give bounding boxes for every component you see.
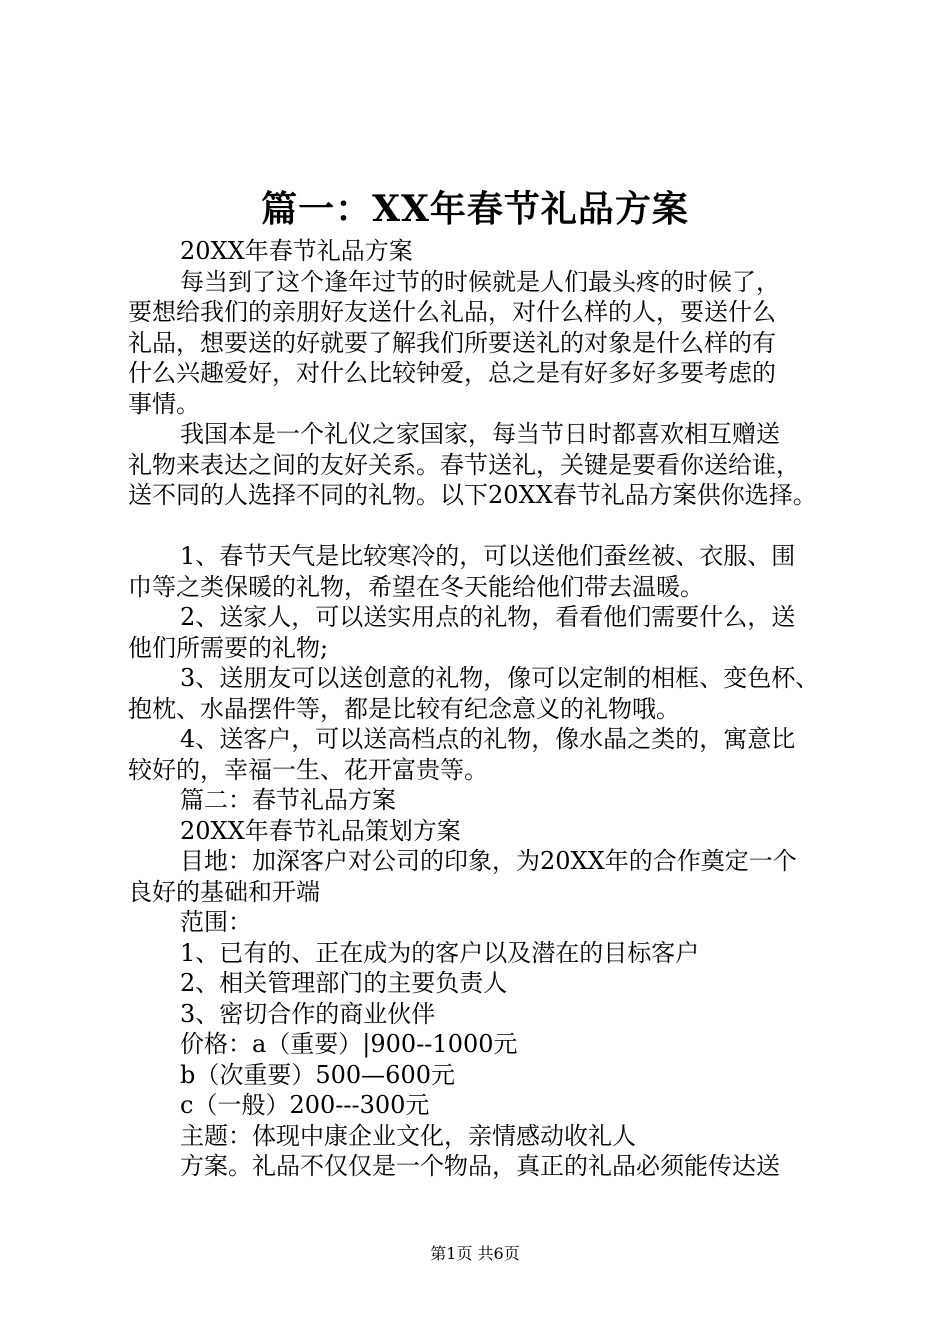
body-line: 要想给我们的亲朋好友送什么礼品，对什么样的人，要送什么 (128, 298, 776, 326)
body-line: 事情。 (128, 389, 200, 418)
document-body (128, 236, 840, 1182)
body-line: 每当到了这个逢年过节的时候就是人们最头疼的时候了， (180, 267, 780, 296)
body-line: 2、相关管理部门的主要负责人 (180, 969, 508, 997)
body-line: 范围： (180, 908, 252, 936)
body-line: 1、已有的、正在成为的客户以及潜在的目标客户 (180, 938, 700, 967)
body-line: 送不同的人选择不同的礼物。以下20XX春节礼品方案供你选择。 (128, 481, 817, 509)
document-title: 篇一：XX年春节礼品方案 (261, 188, 689, 230)
body-line: 2、送家人，可以送实用点的礼物，看看他们需要什么，送 (180, 603, 796, 631)
body-line: 礼品，想要送的好就要了解我们所要送礼的对象是什么样的有 (128, 328, 776, 357)
body-line: 抱枕、水晶摆件等，都是比较有纪念意义的礼物哦。 (128, 694, 680, 723)
body-line: 什么兴趣爱好，对什么比较钟爱，总之是有好多好多要考虑的 (128, 359, 776, 387)
body-line: 较好的，幸福一生、花开富贵等。 (128, 755, 488, 784)
body-line: 他们所需要的礼物; (128, 633, 329, 662)
body-line: 篇二：春节礼品方案 (180, 786, 396, 814)
body-line: 主题：体现中康企业文化，亲情感动收礼人 (180, 1121, 636, 1150)
body-line: 礼物来表达之间的友好关系。春节送礼，关键是要看你送给谁， (128, 450, 800, 479)
body-line: 方案。礼品不仅仅是一个物品，真正的礼品必须能传达送 (180, 1152, 780, 1180)
body-line: c（一般）200---300元 (180, 1091, 430, 1119)
body-line: 20XX年春节礼品策划方案 (180, 816, 461, 845)
body-line: 巾等之类保暖的礼物，希望在冬天能给他们带去温暖。 (128, 572, 704, 601)
body-line: 良好的基础和开端 (128, 877, 320, 906)
body-line: 我国本是一个礼仪之家国家，每当节日时都喜欢相互赠送 (180, 420, 780, 448)
body-line: 20XX年春节礼品方案 (180, 237, 413, 265)
body-line: 1、春节天气是比较寒冷的，可以送他们蚕丝被、衣服、围 (180, 542, 796, 570)
body-line: 目地：加深客户对公司的印象，为20XX年的合作奠定一个 (180, 847, 797, 875)
body-line: 4、送客户，可以送高档点的礼物，像水晶之类的，寓意比 (180, 725, 796, 753)
body-line: 3、送朋友可以送创意的礼物，像可以定制的相框、变色杯、 (180, 664, 820, 692)
body-line: 3、密切合作的商业伙伴 (180, 999, 436, 1028)
body-line: b（次重要）500—600元 (180, 1060, 455, 1089)
page-indicator: 第1页 共6页 (430, 1244, 520, 1263)
body-line: 价格：a（重要）|900--1000元 (180, 1030, 518, 1058)
blank-line (128, 511, 840, 542)
